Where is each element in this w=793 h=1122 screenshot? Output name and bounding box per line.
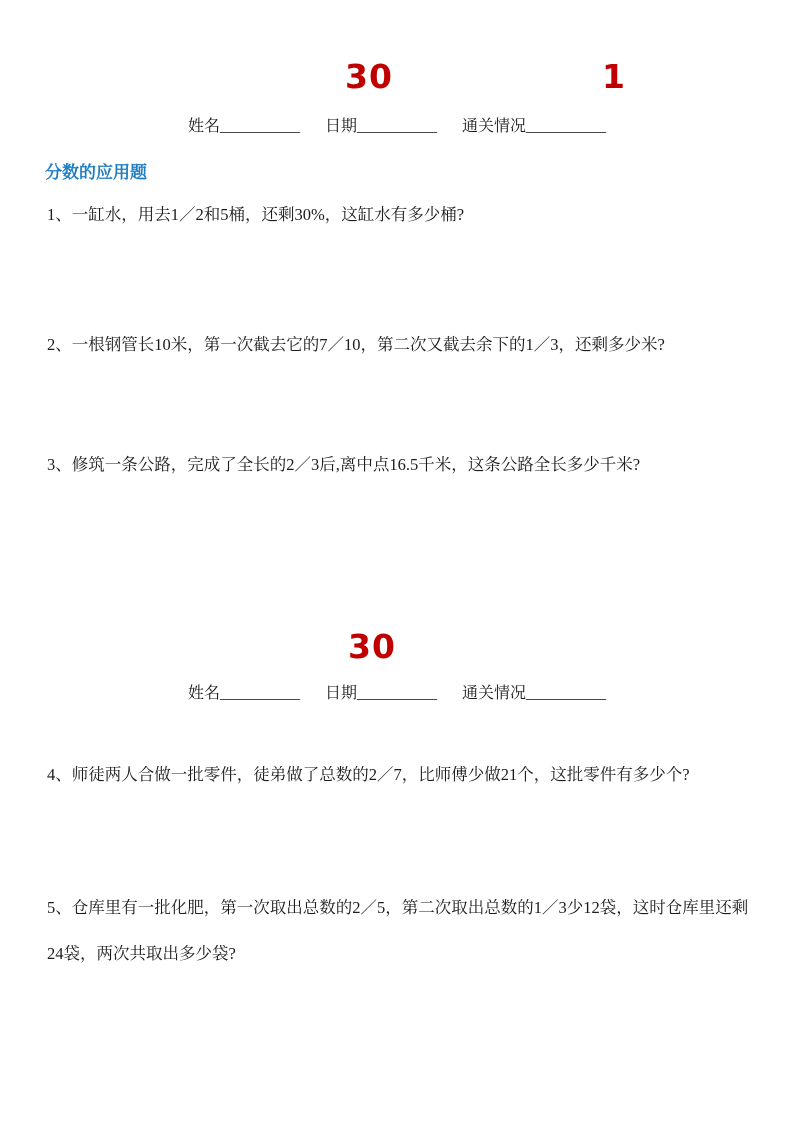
pass-status-field (462, 683, 606, 705)
date-label: 日期 (325, 685, 358, 702)
pass-status-label: 通关情况 (462, 685, 527, 702)
pass-status-label: 通关情况 (462, 118, 527, 135)
name-blank-line: __________ (220, 118, 301, 135)
date-label: 日期 (325, 118, 358, 135)
pass-status-blank-line: __________ (526, 118, 607, 135)
info-row-2 (188, 683, 606, 705)
problem-4-text: 4、师徒两人合做一批零件，徒弟做了总数的2／7，比师傅少做21个，这批零件有多少个? (47, 765, 690, 784)
problem-1-text: 1、一缸水，用去1／2和5桶，还剩30%，这缸水有多少桶? (47, 205, 465, 224)
score-value-1: 30 (345, 57, 393, 96)
name-blank-line: __________ (220, 685, 301, 702)
section-heading: 分数的应用题 (45, 163, 147, 183)
date-blank-line: __________ (357, 685, 438, 702)
name-label: 姓名 (188, 118, 221, 135)
info-row-1 (188, 116, 606, 138)
date-field (325, 116, 437, 138)
pass-status-blank-line: __________ (526, 685, 607, 702)
name-field (188, 683, 300, 705)
pass-status-field (462, 116, 606, 138)
score-value-2: 30 (348, 627, 396, 666)
date-blank-line: __________ (357, 118, 438, 135)
problem-3-text: 3、修筑一条公路，完成了全长的2／3后,离中点16.5千米，这条公路全长多少千米? (47, 455, 641, 474)
page-number: 1 (602, 57, 626, 96)
name-field (188, 116, 300, 138)
date-field (325, 683, 437, 705)
name-label: 姓名 (188, 685, 221, 702)
problem-5-text: 5、仓库里有一批化肥，第一次取出总数的2／5，第二次取出总数的1／3少12袋，这时仓库里还剩24袋，两次共取出多少袋? (47, 898, 749, 963)
problem-2-text: 2、一根钢管长10米，第一次截去它的7／10，第二次又截去余下的1／3，还剩多少米? (47, 335, 665, 354)
